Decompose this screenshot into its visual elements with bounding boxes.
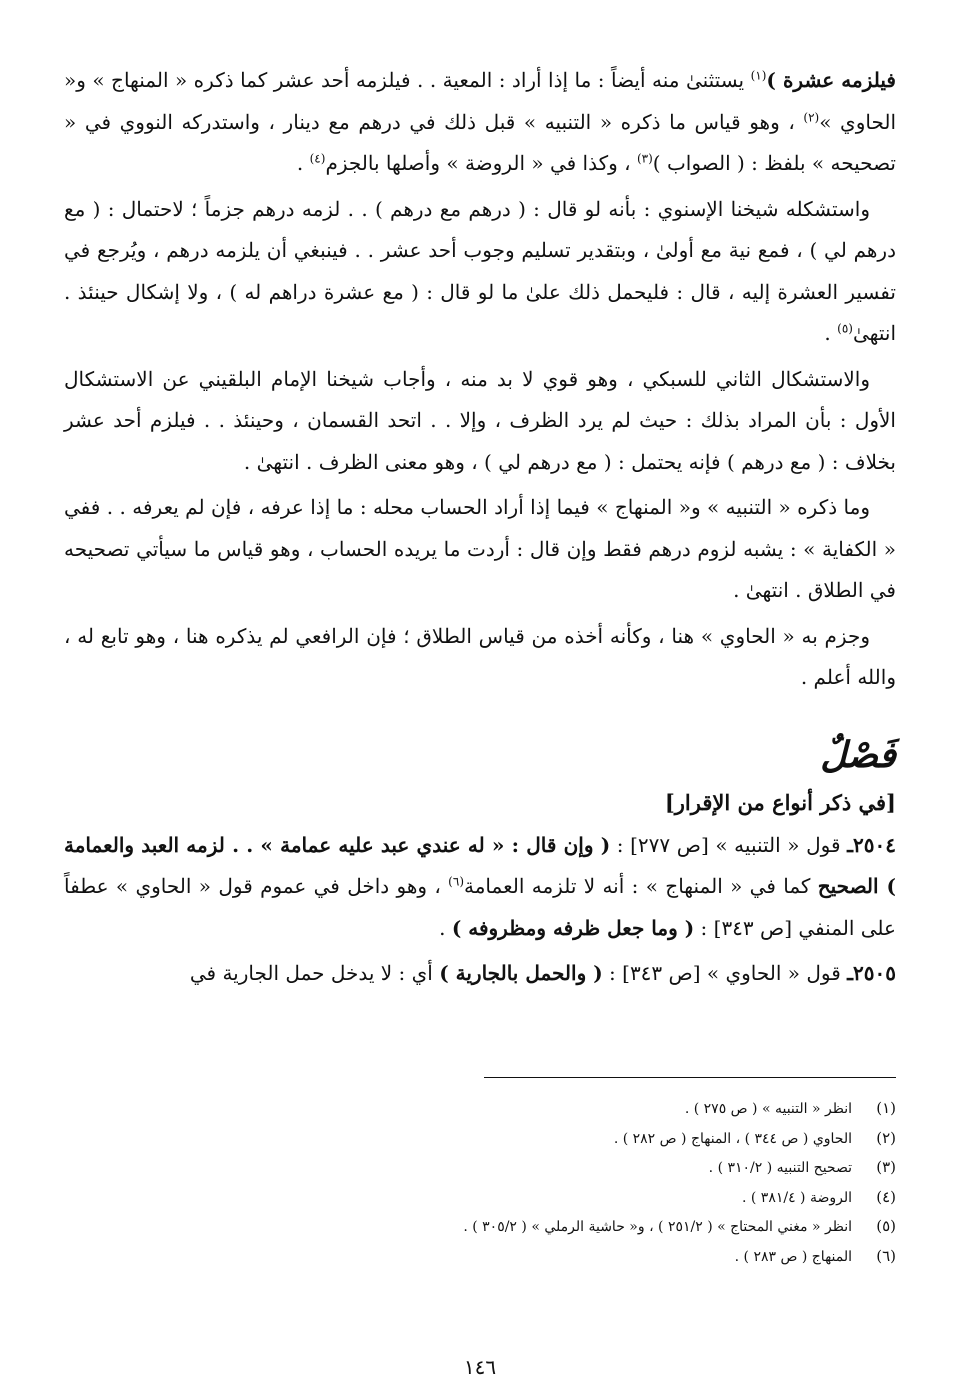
- item-2505: [64, 953, 896, 995]
- quoted-text: ( والحمل بالجارية ): [439, 961, 603, 985]
- paragraph-text: وما ذكره « التنبيه » و« المنهاج » فيما إذا أراد الحساب محله : ما إذا عرفه ، فإن لم يعرفه . . ففي « الكفاية » : يشبه لزوم درهم فقط وإن قال : أردت ما يريده الحساب ، وهو قياس ما سيأتي تصحيحه في الطلاق . انتهىٰ .: [64, 495, 896, 602]
- paragraph-text: والاستشكال الثاني للسبكي ، وهو قوي لا بد منه ، وأجاب شيخنا الإمام البلقيني عن الاستشكال الأول : بأن المراد بذلك : حيث لم يرد الظرف ، وإلا . . اتحد القسمان ، وحينئذ . . فيلزم أحد عشر بخلاف : ( مع درهم ) فإنه يحتمل : ( مع درهم لي ) ، وهو معنى الظرف . انتهىٰ .: [64, 366, 896, 474]
- paragraph-text: يستثنىٰ منه أيضاً : ما إذا أراد : المعية . . فيلزمه أحد عشر كما ذكره « المنهاج » و« الحاوي »: [64, 68, 897, 134]
- footnote-ref-2[interactable]: (٢): [803, 109, 820, 124]
- footnote-2: [64, 1124, 896, 1154]
- paragraph-4: [64, 487, 896, 612]
- paragraph-text: وجزم به « الحاوي » هنا ، وكأنه أخذه من قياس الطلاق ؛ فإن الرافعي لم يذكره هنا ، وهو تابع له ، والله أعلم .: [64, 623, 896, 689]
- item-number: ٢٥٠٤ـ: [847, 832, 896, 857]
- footnote-6: [64, 1242, 896, 1272]
- bold-lead: فيلزمه عشرة ): [766, 68, 896, 92]
- footnote-4: [64, 1183, 896, 1213]
- footnote-text: انظر « مغني المحتاج » ( ٢٥١/٢ ) ، و« حاشية الرملي » ( ٣٠٥/٢ ) .: [463, 1219, 852, 1235]
- footnote-text: انظر « التنبيه » ( ص ٢٧٥ ) .: [684, 1101, 852, 1117]
- paragraph-text: واستشكله شيخنا الإسنوي : بأنه لو قال : ( درهم مع درهم ) . . لزمه درهم جزماً ؛ لاحتمال : ( مع درهم لي ) ، فمع نية مع أولىٰ ، وبتقدير تسليم وجوب أحد عشر . . فينبغي أن يلزمه درهم ، ويُرجع في تفسير العشرة إليه ، قال : فليحمل ذلك علىٰ ما لو قال : ( مع عشرة دراهم له ) ، ولا إشكال حينئذ . انتهىٰ: [64, 196, 896, 345]
- footnote-number: (١): [876, 1099, 896, 1117]
- footnote-text: الحاوي ( ص ٣٤٤ ) ، المنهاج ( ص ٢٨٢ ) .: [613, 1130, 852, 1147]
- footnote-divider: [484, 1077, 896, 1078]
- paragraph-text: ، وكذا في « الروضة » وأصلها بالجزم: [325, 151, 637, 175]
- item-text: قول « الحاوي » [ص ٣٤٣] :: [602, 961, 848, 985]
- footnote-text: تصحيح التنبيه ( ٣١٠/٢ ) .: [708, 1160, 852, 1176]
- footnote-number: (٤): [876, 1187, 896, 1206]
- footnote-number: (٥): [876, 1217, 896, 1235]
- footnote-ref-4[interactable]: (٤): [309, 151, 326, 166]
- paragraph-3: [64, 359, 896, 484]
- paragraph-1: [64, 60, 896, 185]
- paragraph-text: .: [824, 321, 838, 345]
- page-number: ١٤٦: [463, 1355, 497, 1379]
- paragraph-5: [64, 616, 896, 699]
- footnote-1: [64, 1094, 896, 1124]
- paragraph-text: ، وهو قياس ما ذكره « التنبيه » قبل ذلك في درهم مع دينار ، واستدركه النووي في « تصحيحه » بلفظ : ( الصواب ): [64, 109, 896, 175]
- paragraph-2: [64, 189, 896, 355]
- footnote-number: (٢): [876, 1128, 896, 1147]
- item-text: ، وهو داخل في عموم قول « الحاوي » عطفاً على المنفي [ص ٣٤٣] :: [64, 874, 896, 940]
- item-number: ٢٥٠٥ـ: [847, 961, 896, 985]
- footnote-ref-5[interactable]: (٥): [837, 321, 853, 336]
- footnote-text: المنهاج ( ص ٢٨٣ ) .: [734, 1248, 852, 1265]
- quoted-text: ( وإن قال : « له عندي عبد عليه عمامة » . . لزمه العبد والعمامة ) الصحيح: [64, 832, 896, 898]
- footnote-text: الروضة ( ٣٨١/٤ ) .: [741, 1189, 852, 1206]
- footnote-number: (٦): [876, 1246, 896, 1265]
- section-ornament: [64, 727, 896, 783]
- footnote-5: [64, 1212, 896, 1242]
- quoted-text: ( وما جعل ظرفه ومظروفه ): [451, 915, 695, 940]
- footnote-3: [64, 1153, 896, 1183]
- footnote-ref-3[interactable]: (٣): [636, 151, 653, 166]
- item-text: .: [439, 915, 452, 940]
- page: [64, 60, 896, 1395]
- footnotes: [64, 1094, 896, 1271]
- item-text: قول « التنبيه » [ص ٢٧٧] :: [610, 832, 848, 857]
- footnote-ref-6[interactable]: (٦): [448, 874, 464, 889]
- footnote-number: (٣): [876, 1158, 896, 1176]
- item-text: كما في « المنهاج » : أنه لا تلزمه العمامة: [464, 874, 818, 898]
- paragraph-text: .: [296, 151, 310, 175]
- main-text: [64, 60, 896, 995]
- section-title: [في ذكر أنواع من الإقرار]: [664, 789, 896, 815]
- item-text: أي : لا يدخل حمل الجارية في: [189, 961, 440, 985]
- item-2504: [64, 825, 896, 950]
- section-heading: فَصْلٌ: [820, 733, 896, 776]
- footnote-ref-1[interactable]: (١): [750, 68, 767, 83]
